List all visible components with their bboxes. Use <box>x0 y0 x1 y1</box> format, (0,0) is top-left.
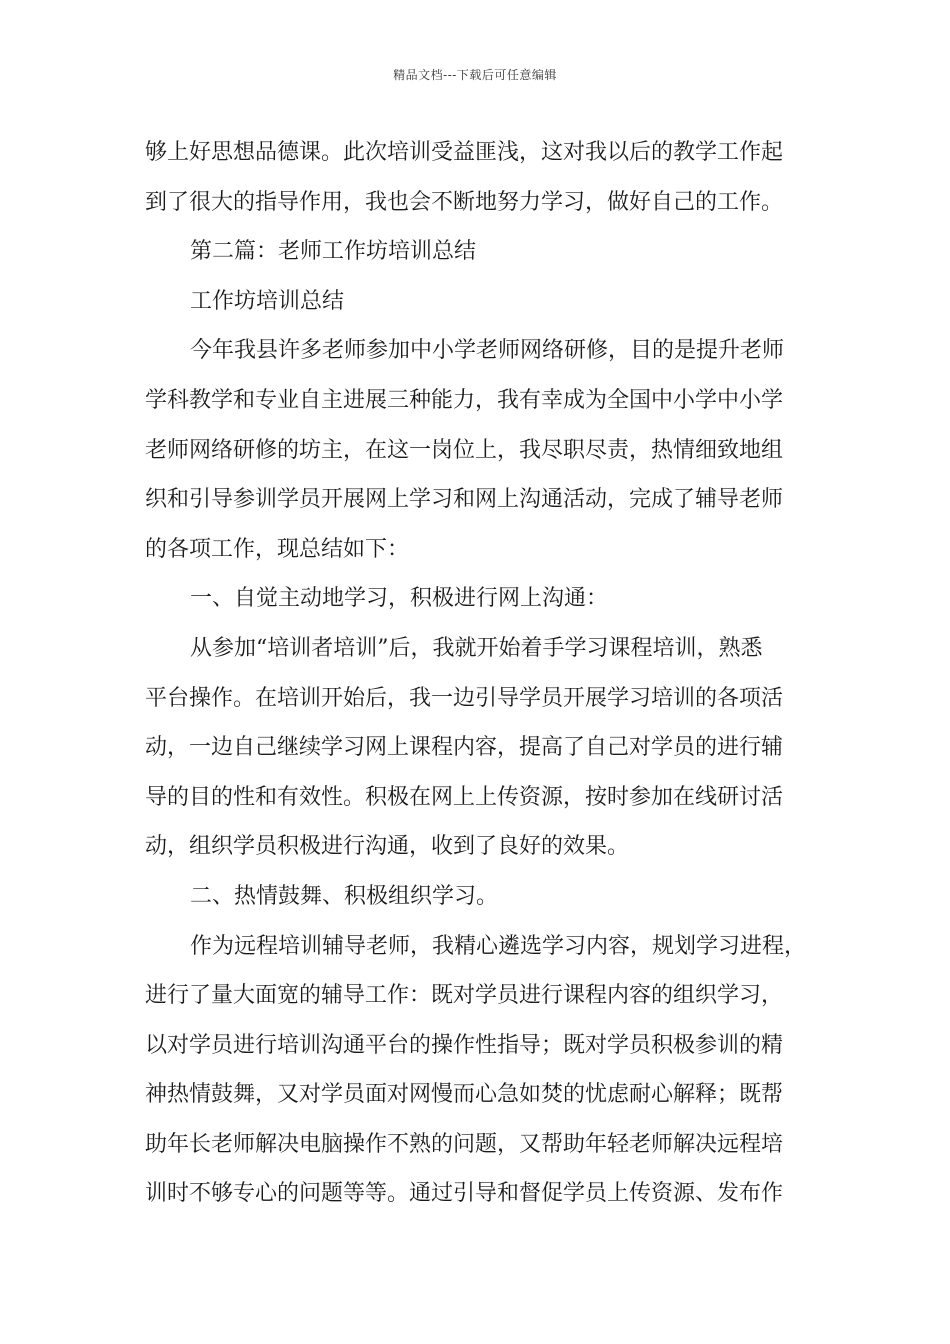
page-header: 精品文档---下载后可任意编辑 <box>393 68 557 82</box>
text-line: 到了很大的指导作用，我也会不断地努力学习，做好自己的工作。 <box>145 189 784 215</box>
text-line: 一、自觉主动地学习，积极进行网上沟通： <box>190 586 609 612</box>
text-line: 学科教学和专业自主进展三种能力，我有幸成为全国中小学中小学 <box>145 387 784 413</box>
text-line: 训时不够专心的问题等等。通过引导和督促学员上传资源、发布作 <box>145 1181 784 1207</box>
text-line: 今年我县许多老师参加中小学老师网络研修，目的是提升老师 <box>190 338 785 364</box>
text-line: 第二篇：老师工作坊培训总结 <box>190 239 477 265</box>
text-line: 神热情鼓舞，又对学员面对网慢而心急如焚的忧虑耐心解释；既帮 <box>145 1082 784 1108</box>
text-line: 作为远程培训辅导老师，我精心遴选学习内容，规划学习进程， <box>190 933 807 959</box>
text-line: 助年长老师解决电脑操作不熟的问题，又帮助年轻老师解决远程培 <box>145 1131 784 1157</box>
text-line: 进行了量大面宽的辅导工作：既对学员进行课程内容的组织学习， <box>145 983 784 1009</box>
text-line: 平台操作。在培训开始后，我一边引导学员开展学习培训的各项活 <box>145 685 784 711</box>
text-line: 二、热情鼓舞、积极组织学习。 <box>190 883 499 909</box>
document-body <box>145 128 825 1219</box>
text-line: 够上好思想品德课。此次培训受益匪浅，这对我以后的教学工作起 <box>145 140 784 165</box>
text-line: 的各项工作，现总结如下： <box>145 536 410 562</box>
text-line: 动，一边自己继续学习网上课程内容，提高了自己对学员的进行辅 <box>145 735 784 761</box>
text-line: 动，组织学员积极进行沟通，收到了良好的效果。 <box>145 834 630 860</box>
text-line: 从参加“培训者培训”后，我就开始着手学习课程培训，熟悉 <box>190 635 763 661</box>
text-line: 老师网络研修的坊主，在这一岗位上，我尽职尽责，热情细致地组 <box>145 437 784 463</box>
text-line: 以对学员进行培训沟通平台的操作性指导；既对学员积极参训的精 <box>145 1032 784 1058</box>
text-line: 导的目的性和有效性。积极在网上上传资源，按时参加在线研讨活 <box>145 784 784 810</box>
text-line: 工作坊培训总结 <box>190 288 345 314</box>
text-line: 织和引导参训学员开展网上学习和网上沟通活动，完成了辅导老师 <box>145 487 784 513</box>
